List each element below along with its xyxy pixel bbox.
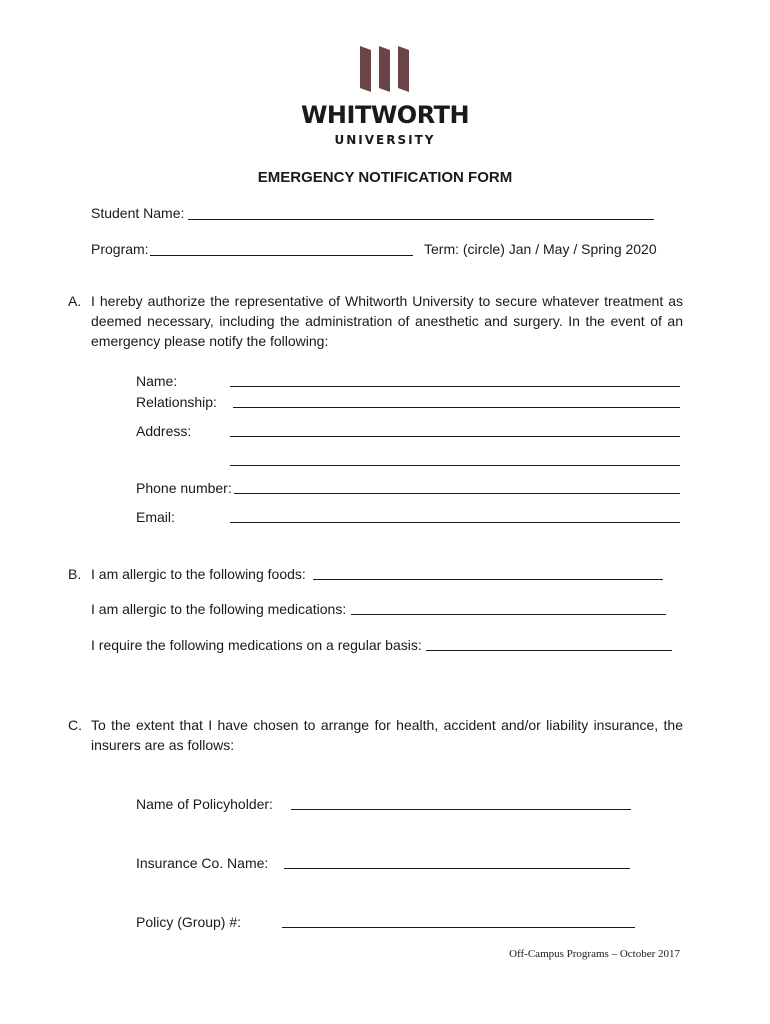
whitworth-logo-icon [360, 46, 410, 92]
phone-label: Phone number: [136, 480, 232, 496]
regular-medications-label: I require the following medications on a regular basis: [91, 637, 422, 653]
section-b-marker: B. [68, 566, 82, 582]
section-c-text: To the extent that I have chosen to arrange for health, accident and/or liability insurance, the insurers are as follows: [91, 717, 683, 753]
insurance-company-field[interactable] [284, 868, 630, 869]
regular-medications-field[interactable] [426, 650, 672, 651]
email-label: Email: [136, 509, 175, 525]
address-label: Address: [136, 423, 192, 439]
address-field-line-1[interactable] [230, 436, 680, 437]
section-a-text: I hereby authorize the representative of Whitworth University to secure whatever treatment as deemed necessary, including the administration of anesthetic and surgery. In the event of an emergency please notify the following: [91, 293, 683, 349]
medication-allergy-field[interactable] [351, 614, 666, 615]
policy-group-field[interactable] [282, 927, 635, 928]
address-field-line-2[interactable] [230, 465, 680, 466]
insurance-company-label: Insurance Co. Name: [136, 855, 269, 871]
section-a-marker: A. [68, 293, 82, 309]
phone-field[interactable] [234, 493, 680, 494]
food-allergy-label: I am allergic to the following foods: [91, 566, 306, 582]
program-label: Program: [91, 241, 149, 257]
policy-group-label: Policy (Group) #: [136, 914, 242, 930]
contact-name-label: Name: [136, 373, 178, 389]
form-title: EMERGENCY NOTIFICATION FORM [257, 169, 513, 186]
student-name-label: Student Name: [91, 205, 185, 221]
logo-subtitle: UNIVERSITY [334, 133, 436, 147]
term-text: Term: (circle) Jan / May / Spring 2020 [424, 241, 657, 257]
policyholder-field[interactable] [291, 809, 631, 810]
email-field[interactable] [230, 522, 680, 523]
logo-name: WHITWORTH [300, 101, 470, 129]
footer-text: Off-Campus Programs – October 2017 [509, 948, 680, 960]
section-c-marker: C. [68, 717, 82, 733]
contact-name-field[interactable] [230, 386, 680, 387]
medication-allergy-label: I am allergic to the following medications: [91, 601, 347, 617]
relationship-label: Relationship: [136, 394, 217, 410]
student-name-field[interactable] [188, 219, 654, 220]
relationship-field[interactable] [233, 407, 680, 408]
food-allergy-field[interactable] [313, 579, 663, 580]
policyholder-label: Name of Policyholder: [136, 796, 273, 812]
program-field[interactable] [150, 255, 413, 256]
